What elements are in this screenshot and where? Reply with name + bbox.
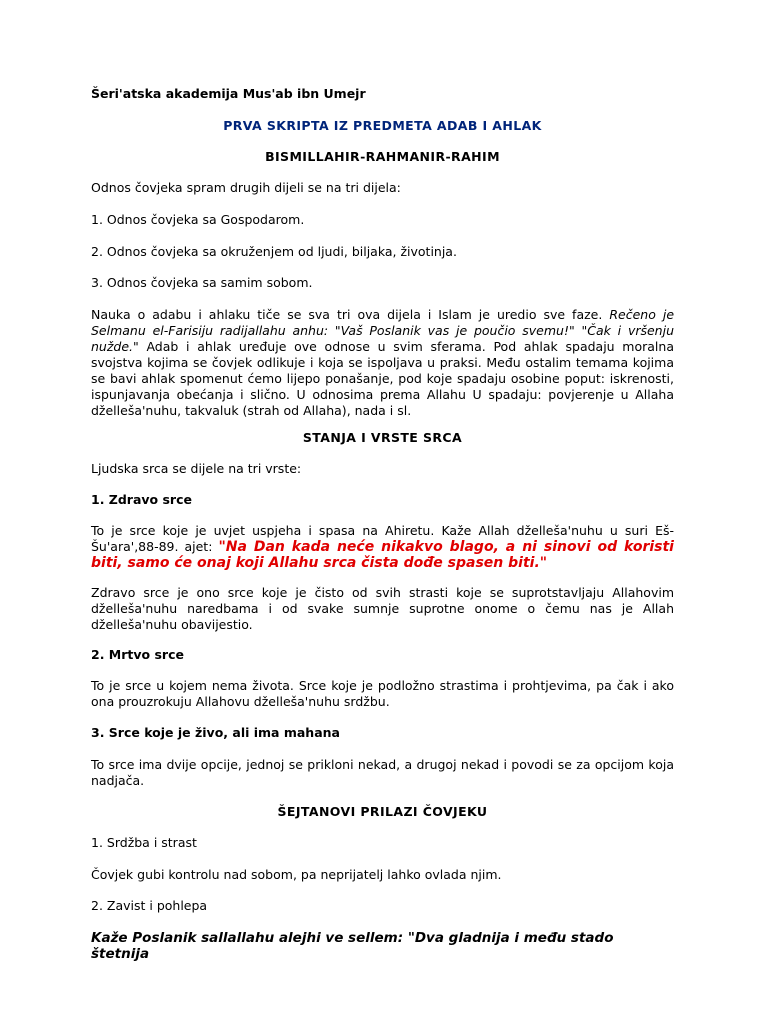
flawed-heart-text: To srce ima dvije opcije, jednoj se prikloni nekad, a drugoj nekad i povodi se za opcijom koja nadjača. xyxy=(91,757,674,788)
flawed-heart-title: 3. Srce koje je živo, ali ima mahana xyxy=(91,725,340,740)
bismillah-heading: BISMILLAHIR-RAHMANIR-RAHIM xyxy=(265,149,500,164)
approach-item-1: 1. Srdžba i strast xyxy=(91,835,197,850)
intro-text: Odnos čovjeka spram drugih dijeli se na tri dijela: xyxy=(91,180,401,195)
adab-ahlak-paragraph xyxy=(91,307,674,419)
hearts-intro: Ljudska srca se dijele na tri vrste: xyxy=(91,461,302,476)
paragraph-rest: Adab i ahlak uređuje ove odnose u svim sferama. Pod ahlak spadaju moralna svojstva kojima se čovjek odlikuje i koja se ispoljava u praksi. Među ostalim temama kojima se bavi ahlak spomenut ćemo lijepo ponašanje, pod koje spadaju osobine poput: iskrenosti, ispunjavanja obećanja i slično. U odnosima prema Allahu U spadaju: povjerenje u Allaha dželleša'nuhu, takvaluk (strah od Allaha), nada i sl. xyxy=(91,339,674,418)
hearts-heading: STANJA I VRSTE SRCA xyxy=(302,430,463,445)
dead-heart-title: 2. Mrtvo srce xyxy=(91,647,184,662)
relation-item-1: 1. Odnos čovjeka sa Gospodarom. xyxy=(91,212,305,227)
paragraph-lead: Nauka o adabu i ahlaku tiče se sva tri ova dijela i Islam je uredio sve faze. xyxy=(91,307,610,322)
healthy-heart-text xyxy=(91,523,674,571)
healthy-heart-text-2: Zdravo srce je ono srce koje je čisto od svih strasti koje se suprotstavljaju Allahovim dželleša'nuhu naredbama i od svake sumnje suprotne onome o čemu nas je Allah dželleša'nuhu obavijestio. xyxy=(91,585,674,632)
approach-1-text: Čovjek gubi kontrolu nad sobom, pa neprijatelj lahko ovlada njim. xyxy=(91,867,502,882)
approach-item-2: 2. Zavist i pohlepa xyxy=(91,898,208,913)
healthy-heart-lead: To je srce koje je uvjet uspjeha i spasa na Ahiretu. Kaže Allah dželleša'nuhu u suri Eš-Šu'ara',88-89. ajet: xyxy=(91,523,674,554)
hadith-text: Kaže Poslanik sallallahu alejhi ve sellem: "Dva gladnija i među stado štetnija xyxy=(91,930,614,962)
relation-item-2: 2. Odnos čovjeka sa okruženjem od ljudi, biljaka, životinja. xyxy=(91,244,457,259)
academy-name: Šeri'atska akademija Mus'ab ibn Umejr xyxy=(91,86,366,101)
healthy-heart-title: 1. Zdravo srce xyxy=(91,492,192,507)
selman-quote: Rečeno je Selmanu el-Farisiju radijallahu anhu: "Vaš Poslanik vas je poučio svemu!" "Čak i vršenju nužde." xyxy=(91,307,675,354)
shaytan-heading: ŠEJTANOVI PRILAZI ČOVJEKU xyxy=(277,804,488,819)
quran-quote: "Na Dan kada neće nikakvo blago, a ni sinovi od koristi biti, samo će onaj koji Allahu srca čista dođe spasen biti." xyxy=(91,539,674,571)
script-title: PRVA SKRIPTA IZ PREDMETA ADAB I AHLAK xyxy=(223,118,542,133)
relation-item-3: 3. Odnos čovjeka sa samim sobom. xyxy=(91,275,313,290)
dead-heart-text: To je srce u kojem nema života. Srce koje je podložno strastima i prohtjevima, pa čak i ako ona prouzrokuju Allahovu dželleša'nuhu srdžbu. xyxy=(91,678,674,709)
